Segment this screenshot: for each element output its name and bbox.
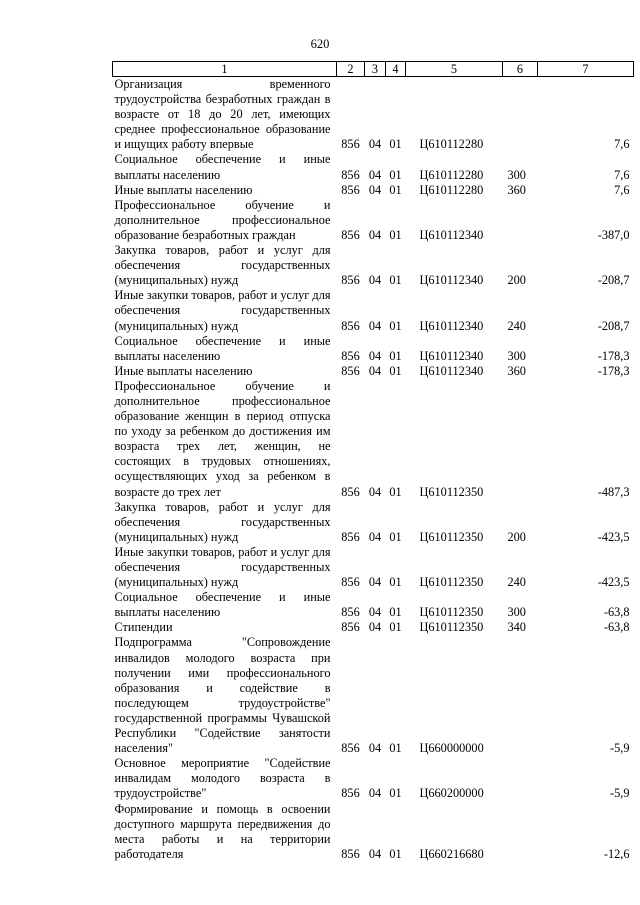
cell-expense-type: 300 (507, 605, 526, 620)
table-row (113, 590, 634, 620)
cell-target-article: Ц660216680 (419, 846, 484, 861)
cell-subsection-code: 01 (389, 741, 402, 756)
table-row (113, 334, 634, 364)
cell-subsection-code: 01 (389, 137, 402, 152)
row-description: Закупка товаров, работ и услуг для обеспечения государственных (муниципальных) нужд (114, 243, 331, 288)
cell-ministry-code: 856 (341, 363, 360, 378)
cell-target-article: Ц610112350 (419, 605, 484, 620)
row-description: Иные выплаты населению (114, 182, 253, 197)
cell-subsection-code: 01 (389, 484, 402, 499)
row-description: Социальное обеспечение и иные выплаты населению (114, 152, 331, 182)
cell-section-code: 04 (368, 620, 382, 635)
cell-amount: -12,6 (603, 846, 630, 861)
cell-amount: 7,6 (614, 182, 630, 197)
table-row (113, 364, 634, 379)
table-row (113, 243, 634, 288)
cell-amount: -63,8 (603, 620, 630, 635)
cell-subsection-code: 01 (389, 273, 402, 288)
cell-amount: -423,5 (597, 575, 630, 590)
table-row (113, 198, 634, 243)
cell-section-code: 04 (368, 182, 382, 197)
cell-target-article: Ц610112340 (419, 273, 484, 288)
cell-target-article: Ц610112340 (419, 348, 484, 363)
cell-subsection-code: 01 (389, 318, 402, 333)
cell-subsection-code: 01 (389, 846, 402, 861)
cell-ministry-code: 856 (341, 741, 360, 756)
cell-target-article: Ц610112340 (419, 363, 484, 378)
cell-ministry-code: 856 (341, 529, 360, 544)
table-body (113, 77, 634, 862)
table-row (113, 288, 634, 333)
cell-expense-type: 340 (507, 620, 526, 635)
row-description: Иные выплаты населению (114, 363, 253, 378)
table-row (113, 545, 634, 590)
cell-ministry-code: 856 (341, 484, 360, 499)
cell-section-code: 04 (368, 741, 382, 756)
table-row (113, 183, 634, 198)
cell-ministry-code: 856 (341, 167, 360, 182)
cell-target-article: Ц610112350 (419, 575, 484, 590)
row-description: Основное мероприятие "Содействие инвалидам молодого возраста в трудоустройстве" (114, 756, 331, 801)
header-col-5: 5 (406, 62, 503, 77)
cell-target-article: Ц610112280 (419, 137, 484, 152)
cell-ministry-code: 856 (341, 575, 360, 590)
table-row (113, 802, 634, 862)
table-row (113, 500, 634, 545)
table-row (113, 756, 634, 801)
cell-section-code: 04 (368, 318, 382, 333)
row-description: Формирование и помощь в освоении доступного маршрута передвижения до места работы и на территории работодателя (114, 801, 331, 861)
cell-ministry-code: 856 (341, 182, 360, 197)
cell-subsection-code: 01 (389, 182, 402, 197)
budget-table (112, 61, 634, 862)
table-row (113, 635, 634, 756)
cell-expense-type (503, 77, 538, 153)
row-description: Иные закупки товаров, работ и услуг для обеспечения государственных (муниципальных) нужд (114, 544, 331, 590)
cell-section-code: 04 (368, 846, 382, 861)
table-header (113, 62, 634, 77)
cell-expense-type: 300 (507, 167, 526, 182)
cell-amount: 7,6 (614, 137, 630, 152)
cell-section-code: 04 (368, 575, 382, 590)
cell-expense-type: 240 (507, 575, 526, 590)
cell-target-article: Ц610112340 (419, 227, 484, 242)
header-col-1: 1 (113, 62, 337, 77)
cell-amount: -208,7 (597, 318, 630, 333)
cell-section-code: 04 (368, 529, 382, 544)
cell-ministry-code: 856 (341, 227, 360, 242)
table-row (113, 379, 634, 500)
cell-section-code: 04 (368, 605, 382, 620)
cell-subsection-code: 01 (389, 167, 402, 182)
cell-target-article: Ц610112280 (419, 167, 484, 182)
cell-target-article: Ц610112350 (419, 484, 484, 499)
cell-amount: -5,9 (610, 786, 630, 801)
cell-section-code: 04 (368, 786, 382, 801)
cell-section-code: 04 (368, 484, 382, 499)
cell-expense-type (503, 756, 538, 801)
cell-section-code: 04 (368, 227, 382, 242)
header-col-3: 3 (365, 62, 386, 77)
cell-ministry-code: 856 (341, 318, 360, 333)
cell-amount: -208,7 (597, 273, 630, 288)
page-number: 620 (310, 37, 330, 51)
cell-expense-type: 200 (507, 529, 526, 544)
table-row (113, 152, 634, 182)
header-col-2: 2 (337, 62, 365, 77)
cell-amount: -178,3 (597, 363, 630, 378)
cell-amount: -5,9 (610, 741, 630, 756)
cell-section-code: 04 (368, 363, 382, 378)
cell-subsection-code: 01 (389, 348, 402, 363)
header-col-7: 7 (538, 62, 634, 77)
row-description: Иные закупки товаров, работ и услуг для обеспечения государственных (муниципальных) нужд (114, 288, 331, 333)
row-description: Социальное обеспечение и иные выплаты населению (114, 333, 331, 363)
row-description: Профессиональное обучение и дополнительное профессиональное образование безработных граждан (114, 197, 331, 242)
cell-section-code: 04 (368, 273, 382, 288)
cell-ministry-code: 856 (341, 846, 360, 861)
cell-target-article: Ц660200000 (419, 786, 484, 801)
cell-amount: -487,3 (597, 484, 630, 499)
cell-expense-type (503, 802, 538, 862)
cell-expense-type: 360 (507, 363, 526, 378)
table-row (113, 620, 634, 635)
row-description: Организация временного трудоустройства безработных граждан в возрасте от 18 до 20 лет, имеющих среднее профессиональное образование и ищущих работу впервые (114, 77, 331, 152)
row-description: Стипендии (114, 620, 173, 635)
cell-subsection-code: 01 (389, 575, 402, 590)
cell-subsection-code: 01 (389, 529, 402, 544)
cell-amount: -423,5 (597, 529, 630, 544)
cell-expense-type: 360 (507, 182, 526, 197)
cell-ministry-code: 856 (341, 786, 360, 801)
cell-amount: -387,0 (597, 227, 630, 242)
cell-ministry-code: 856 (341, 348, 360, 363)
cell-ministry-code: 856 (341, 273, 360, 288)
cell-ministry-code: 856 (341, 605, 360, 620)
cell-expense-type: 240 (507, 318, 526, 333)
cell-section-code: 04 (368, 167, 382, 182)
row-description: Социальное обеспечение и иные выплаты населению (114, 590, 331, 620)
cell-section-code: 04 (368, 137, 382, 152)
cell-expense-type (503, 635, 538, 756)
cell-expense-type (503, 379, 538, 500)
cell-subsection-code: 01 (389, 786, 402, 801)
cell-target-article: Ц660000000 (419, 741, 484, 756)
cell-expense-type: 300 (507, 348, 526, 363)
cell-amount: -63,8 (603, 605, 630, 620)
cell-subsection-code: 01 (389, 227, 402, 242)
table-row (113, 77, 634, 153)
cell-expense-type (503, 198, 538, 243)
cell-section-code: 04 (368, 348, 382, 363)
cell-ministry-code: 856 (341, 137, 360, 152)
header-row (113, 62, 634, 77)
cell-expense-type: 200 (507, 273, 526, 288)
cell-subsection-code: 01 (389, 605, 402, 620)
row-description: Профессиональное обучение и дополнительное профессиональное образование женщин в период отпуска по уходу за ребенком до достижения им возраста трех лет, женщин, не состоящих в трудовых отношениях, осуществляющих уход за ребенком в возрасте до трех лет (114, 378, 331, 499)
cell-subsection-code: 01 (389, 620, 402, 635)
cell-amount: -178,3 (597, 348, 630, 363)
cell-target-article: Ц610112350 (419, 529, 484, 544)
row-description: Подпрограмма "Сопровождение инвалидов молодого возраста при получении ими профессионального образования и содействие в последующем трудоустройстве" государственной программы Чувашской Республики "Содействие занятости населения" (114, 635, 331, 756)
cell-target-article: Ц610112350 (419, 620, 484, 635)
cell-amount: 7,6 (614, 167, 630, 182)
cell-ministry-code: 856 (341, 620, 360, 635)
cell-target-article: Ц610112280 (419, 182, 484, 197)
cell-target-article: Ц610112340 (419, 318, 484, 333)
header-col-6: 6 (503, 62, 538, 77)
header-col-4: 4 (386, 62, 406, 77)
row-description: Закупка товаров, работ и услуг для обеспечения государственных (муниципальных) нужд (114, 499, 331, 544)
cell-subsection-code: 01 (389, 363, 402, 378)
